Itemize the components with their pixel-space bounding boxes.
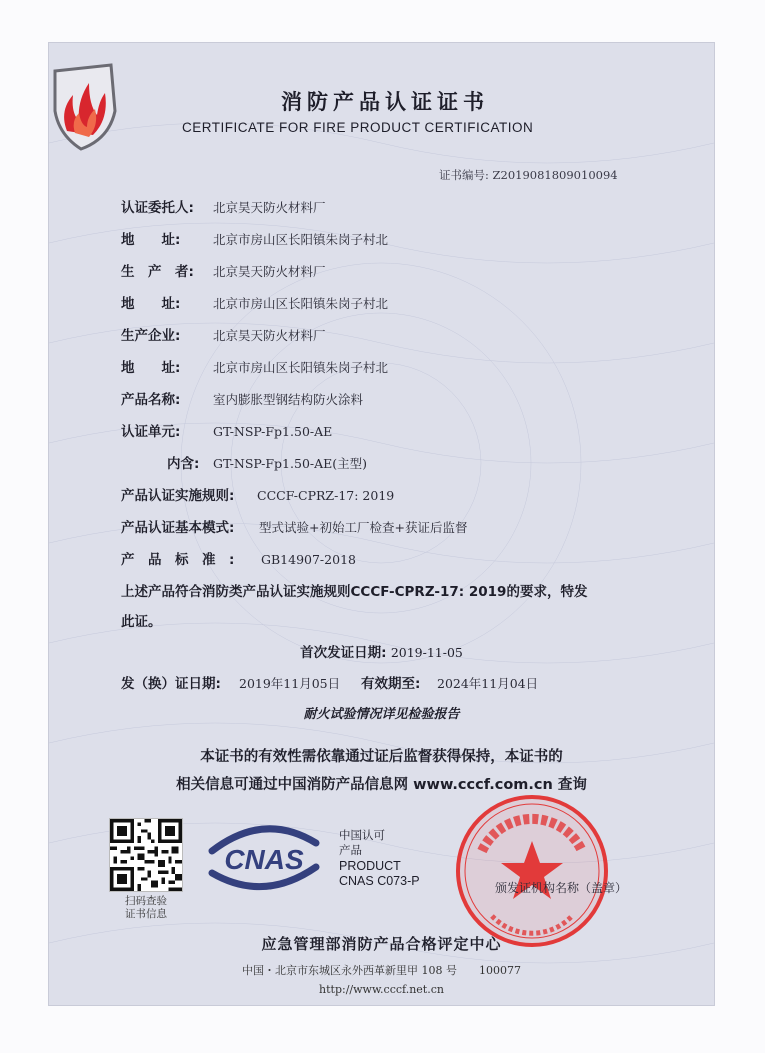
qr-caption xyxy=(111,895,181,921)
certificate-number: 证书编号: Z2019081809010094 xyxy=(439,168,618,182)
field-producer xyxy=(121,260,326,280)
first-issue-label: 首次发证日期: xyxy=(300,645,387,661)
statement-line-2: 此证。 xyxy=(121,614,162,630)
qr-caption-line-1: 扫码查验 xyxy=(125,895,167,907)
qr-code xyxy=(109,818,183,892)
certificate-title: 消防产品认证证书 xyxy=(281,90,489,114)
issue-value: 2019年11月05日 xyxy=(239,676,341,691)
field-contains xyxy=(167,452,367,472)
field-label: 产 品 标 准 : xyxy=(121,552,235,568)
field-value: 北京昊天防火材料厂 xyxy=(213,200,326,215)
field-label: 产品名称: xyxy=(121,392,181,408)
field-client xyxy=(121,196,326,216)
field-value: 北京市房山区长阳镇朱岗子村北 xyxy=(213,360,389,375)
field-label: 地 址: xyxy=(121,360,181,376)
issuing-center-address: 中国・北京市东城区永外西革新里甲 108 号 100077 xyxy=(242,964,521,977)
issue-validity-row xyxy=(121,672,538,692)
field-address-2 xyxy=(121,292,388,312)
field-label: 生 产 者: xyxy=(121,264,194,280)
red-official-seal xyxy=(452,791,612,951)
field-value: 北京昊天防火材料厂 xyxy=(213,264,326,279)
field-label: 产品认证实施规则: xyxy=(121,488,235,504)
test-report-note: 耐火试验情况详见检验报告 xyxy=(303,707,460,722)
issue-label: 发（换）证日期: xyxy=(121,676,221,692)
first-issue-date xyxy=(49,641,714,661)
field-value: GT-NSP-Fp1.50-AE(主型) xyxy=(213,456,368,471)
field-value: 北京市房山区长阳镇朱岗子村北 xyxy=(213,232,389,247)
field-rule xyxy=(121,484,394,504)
field-value: 型式试验+初始工厂检查+获证后监督 xyxy=(259,520,468,535)
field-address-1 xyxy=(121,228,388,248)
statement-line-1: 上述产品符合消防类产品认证实施规则CCCF-CPRZ-17: 2019的要求，特发 xyxy=(121,584,588,600)
issuing-center-url: http://www.cccf.net.cn xyxy=(319,983,444,996)
valid-value: 2024年11月04日 xyxy=(437,676,539,691)
cnas-line-4: CNAS C073-P xyxy=(339,874,420,888)
field-label: 地 址: xyxy=(121,232,181,248)
field-enterprise xyxy=(121,324,326,344)
field-product xyxy=(121,388,363,408)
field-mode xyxy=(121,516,467,536)
notice-line-2: 相关信息可通过中国消防产品信息网 www.cccf.com.cn 查询 xyxy=(176,777,587,793)
issuing-center-name: 应急管理部消防产品合格评定中心 xyxy=(261,935,502,953)
field-value: 室内膨胀型钢结构防火涂料 xyxy=(213,392,364,407)
cnas-logo xyxy=(204,821,324,891)
field-value: 北京昊天防火材料厂 xyxy=(213,328,326,343)
cnas-logo-text: CNAS xyxy=(224,844,304,875)
seal-caption: 颁发证机构名称（盖章） xyxy=(495,881,628,895)
cnas-accreditation-text xyxy=(339,829,420,889)
field-label: 生产企业: xyxy=(121,328,181,344)
field-value: GB14907-2018 xyxy=(261,552,356,567)
field-label: 认证单元: xyxy=(121,424,181,440)
field-address-3 xyxy=(121,356,388,376)
valid-label: 有效期至: xyxy=(361,676,421,692)
first-issue-value: 2019-11-05 xyxy=(390,645,463,660)
field-label: 地 址: xyxy=(121,296,181,312)
field-value: 北京市房山区长阳镇朱岗子村北 xyxy=(213,296,389,311)
field-unit xyxy=(121,420,332,440)
certificate-sheet xyxy=(48,42,715,1006)
field-label: 内含: xyxy=(167,456,200,472)
cnas-line-1: 中国认可 xyxy=(339,830,385,842)
qr-caption-line-2: 证书信息 xyxy=(125,908,167,920)
cnas-line-3: PRODUCT xyxy=(339,859,401,873)
flame-shield-icon xyxy=(49,61,119,151)
field-value: GT-NSP-Fp1.50-AE xyxy=(213,424,333,439)
notice-line-1: 本证书的有效性需依靠通过证后监督获得保持，本证书的 xyxy=(200,749,563,765)
cnas-line-2: 产品 xyxy=(339,845,362,857)
certificate-title-en: CERTIFICATE FOR FIRE PRODUCT CERTIFICATION xyxy=(182,120,534,135)
field-label: 产品认证基本模式: xyxy=(121,520,235,536)
field-value: CCCF-CPRZ-17: 2019 xyxy=(257,488,395,503)
field-label: 认证委托人: xyxy=(121,200,194,216)
field-standard xyxy=(121,548,356,568)
